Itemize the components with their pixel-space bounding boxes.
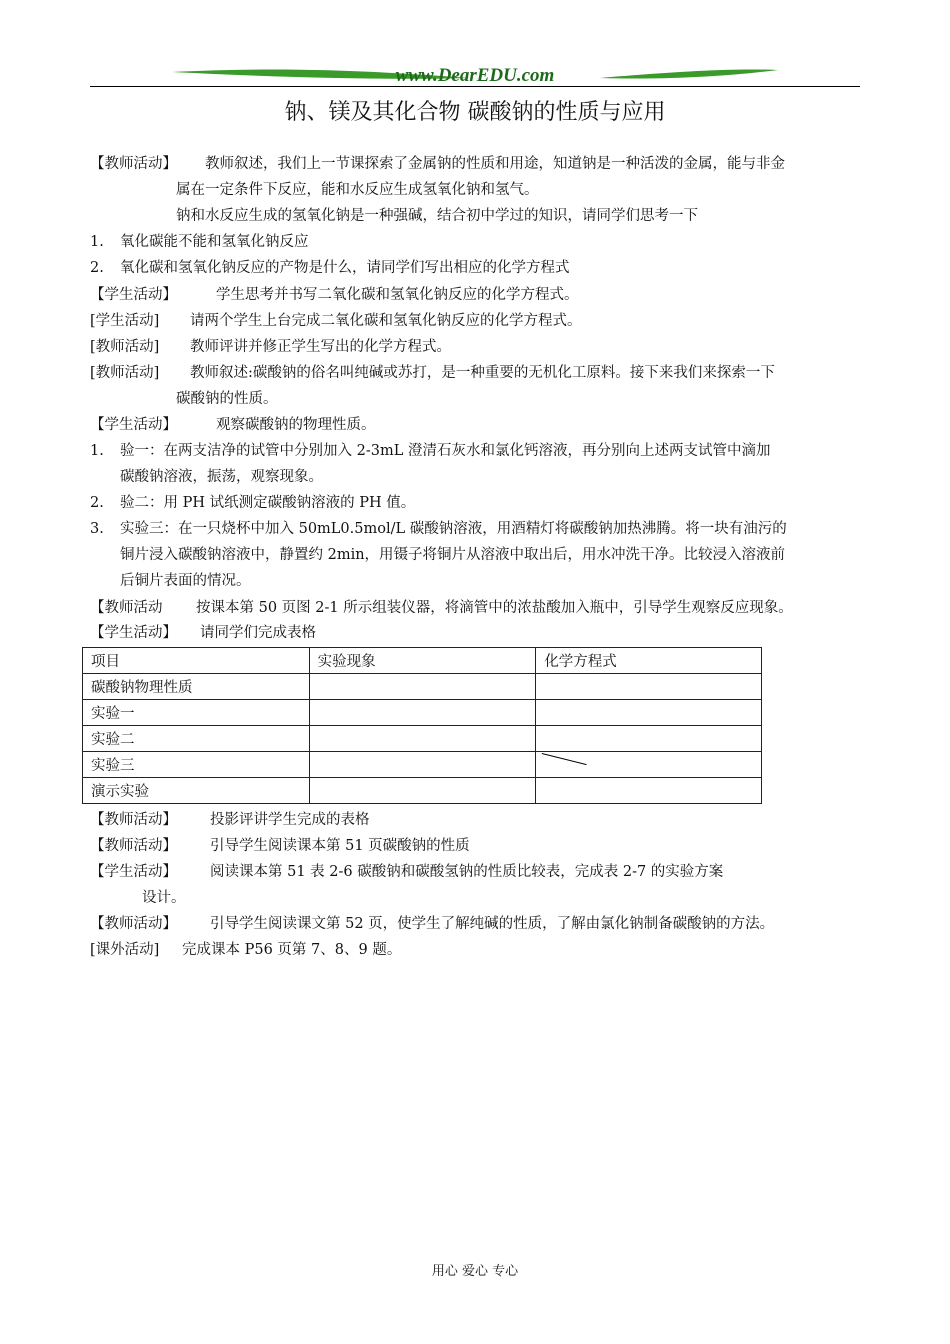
table-cell [536,700,762,726]
list-item: 3. 实验三：在一只烧杯中加入 50mL0.5mol/L 碳酸钠溶液，用酒精灯将碳酸钠加热沸腾。将一块有油污的 [90,516,865,542]
table-cell [309,752,536,778]
list-item: 1. 验一：在两支洁净的试管中分别加入 2-3mL 澄清石灰水和氯化钙溶液，再分别向上述两支试管中滴加 [90,438,865,464]
table-header-cell: 项目 [83,648,310,674]
paragraph-continuation: 属在一定条件下反应，能和水反应生成氢氧化钠和氢气。 [176,182,539,198]
activity-label: 【教师活动】 [90,156,177,172]
table-cell [536,674,762,700]
paragraph: 【学生活动】 学生思考并书写二氧化碳和氢氧化钠反应的化学方程式。 [90,282,865,308]
header-rule [90,86,860,87]
table-row [83,752,762,778]
activity-label: 【学生活动】 [90,864,177,880]
list-item: 1. 氧化碳能不能和氢氧化钠反应 [90,229,865,255]
page-footer: 用心 爱心 专心 [431,1264,519,1279]
paragraph: [教师活动] 教师评讲并修正学生写出的化学方程式。 [90,334,865,360]
activity-label: [教师活动] [90,339,160,355]
activity-label: 【教师活动】 [90,812,177,828]
paragraph: 【教师活动 按课本第 50 页图 2-1 所示组装仪器，将滴管中的浓盐酸加入瓶中，引导学生观察反应现象。 [90,595,865,621]
paragraph: 【教师活动】 投影评讲学生完成的表格 [90,807,865,833]
list-item-continuation: 后铜片表面的情况。 [120,573,251,589]
paragraph-continuation: 碳酸钠的性质。 [176,391,278,407]
paragraph: 【学生活动】 观察碳酸钠的物理性质。 [90,412,865,438]
paragraph-continuation: 设计。 [142,890,186,906]
activity-label: 【学生活动】 [90,287,177,303]
table-cell: 实验一 [83,700,310,726]
table-cell: 碳酸钠物理性质 [83,674,310,700]
list-item-continuation: 碳酸钠溶液，振荡，观察现象。 [120,469,323,485]
table-row [83,778,762,804]
activity-label: 【教师活动】 [90,838,177,854]
table-cell [309,726,536,752]
table-header-cell: 化学方程式 [536,648,762,674]
activity-label: 【学生活动】 [90,417,177,433]
table-header-cell: 实验现象 [309,648,536,674]
table-cell: 实验三 [83,752,310,778]
table-cell [309,674,536,700]
banner-swoosh-right [600,69,778,78]
paragraph: 【教师活动】 引导学生阅读课文第 52 页，使学生了解纯碱的性质，了解由氯化钠制备碳酸钠的方法。 [90,911,865,937]
table-row [83,700,762,726]
paragraph: [课外活动] 完成课本 P56 页第 7、8、9 题。 [90,937,865,963]
list-item: 2. 验二：用 PH 试纸测定碳酸钠溶液的 PH 值。 [90,490,865,516]
table-row [83,674,762,700]
list-number: 1. [90,443,104,459]
table-cell: 实验二 [83,726,310,752]
site-name: www.DearEDU.com [395,65,555,86]
list-number: 2. [90,260,104,276]
list-number: 3. [90,521,104,537]
table-cell: 演示实验 [83,778,310,804]
list-item-continuation: 铜片浸入碳酸钠溶液中，静置约 2min，用镊子将铜片从溶液中取出后，用水冲洗干净。比较浸入溶液前 [120,547,786,563]
list-number: 2. [90,495,104,511]
activity-label: [学生活动] [90,313,160,329]
paragraph: [教师活动] 教师叙述:碳酸钠的俗名叫纯碱或苏打，是一种重要的无机化工原料。接下来我们来探索一下 [90,360,865,386]
table-cell [536,726,762,752]
paragraph: 钠和水反应生成的氢氧化钠是一种强碱，结合初中学过的知识，请同学们思考一下 [176,208,698,224]
table-header-row [83,648,762,674]
paragraph: 【教师活动】 引导学生阅读课本第 51 页碳酸钠的性质 [90,833,865,859]
table-cell [536,778,762,804]
paragraph: 【学生活动】 请同学们完成表格 [90,620,865,646]
paragraph: [学生活动] 请两个学生上台完成二氧化碳和氢氧化钠反应的化学方程式。 [90,308,865,334]
activity-label: 【学生活动】 [90,625,177,641]
activity-label: 【教师活动】 [90,916,177,932]
list-number: 1. [90,234,104,250]
activity-label: 【教师活动 [90,600,163,616]
table-cell [309,700,536,726]
table-row [83,726,762,752]
table-cell [536,752,762,778]
activity-label: [教师活动] [90,365,160,381]
activity-label: [课外活动] [90,942,160,958]
paragraph [90,151,865,177]
list-item: 2. 氧化碳和氢氧化钠反应的产物是什么，请同学们写出相应的化学方程式 [90,255,865,281]
page-title: 钠、镁及其化合物 碳酸钠的性质与应用 [284,100,666,125]
experiment-table [82,647,762,804]
paragraph: 【学生活动】 阅读课本第 51 表 2-6 碳酸钠和碳酸氢钠的性质比较表，完成表 2-7 的实验方案 [90,859,865,885]
paragraph-text: 教师叙述，我们上一节课探索了金属钠的性质和用途，知道钠是一种活泼的金属，能与非金 [205,156,785,172]
table-cell [309,778,536,804]
